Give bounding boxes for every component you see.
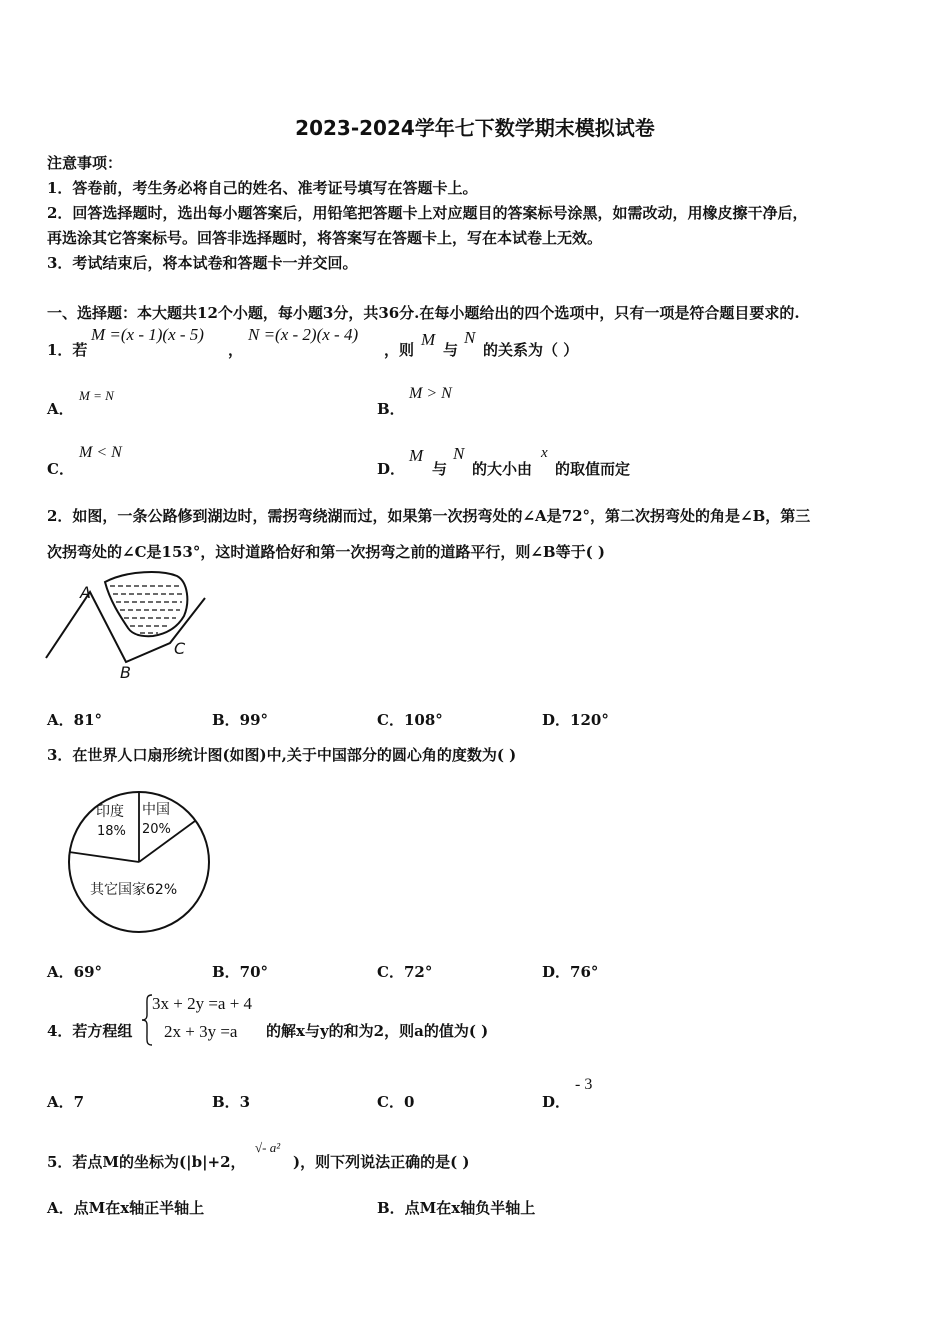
q1-m: M: [421, 330, 436, 349]
q1-n: N: [464, 328, 476, 347]
note-item-2: 2．回答选择题时，选出每小题答案后，用铅笔把答题卡上对应题目的答案标号涂黑，如需改动，用橡皮擦干净后，: [47, 204, 808, 222]
q3-option-a: A．69°: [47, 963, 103, 981]
china-label: 中国: [142, 802, 170, 818]
q3-pie-chart: [62, 790, 217, 940]
notes-heading: 注意事项：: [47, 154, 123, 172]
q1-option-d-x: x: [541, 445, 548, 461]
india-label: 印度: [96, 804, 124, 820]
q4-option-d-math: - 3: [575, 1076, 593, 1093]
q4-equation-2: 2x + 3y =a: [164, 1022, 238, 1041]
q1-option-c-math: M < N: [79, 444, 122, 461]
q1-prefix: 1．若: [47, 341, 88, 359]
q5-radical: √- a²: [255, 1140, 281, 1155]
q1-option-d-and: 与: [432, 460, 448, 478]
lake-hatching: [110, 586, 182, 633]
q1-option-c-label: C．: [47, 460, 74, 478]
q1-option-d-mid: 的大小由: [472, 460, 533, 478]
label-c: C: [174, 639, 186, 658]
q1-expr-n: N =(x - 2)(x - 4): [248, 325, 359, 344]
q3-option-b: B．70°: [212, 963, 269, 981]
q2-option-c: C．108°: [377, 711, 443, 729]
q1-suffix: 的关系为（ ）: [483, 341, 579, 359]
q5-option-b: B．点M在x轴负半轴上: [377, 1199, 536, 1217]
q1-option-a-math: M = N: [79, 388, 114, 403]
other-countries-label: 其它国家62%: [90, 882, 178, 898]
note-item-3: 3．考试结束后，将本试卷和答题卡一并交回。: [47, 254, 358, 272]
q2-stem-line1: 2．如图，一条公路修到湖边时，需拐弯绕湖而过，如果第一次拐弯处的∠A是72°，第二次拐弯处的角是∠B，第三: [47, 507, 811, 525]
label-a: A: [80, 583, 91, 602]
slice-divider-left: [69, 852, 139, 862]
label-b: B: [120, 663, 131, 682]
q1-option-d-end: 的取值而定: [555, 460, 631, 478]
q2-stem-line2: 次拐弯处的∠C是153°，这时道路恰好和第一次拐弯之前的道路平行，则∠B等于( ): [47, 543, 605, 561]
q1-option-b-label: B．: [377, 400, 405, 418]
q1-comma: ，: [228, 341, 244, 359]
q2-option-d: D．120°: [542, 711, 609, 729]
q2-road-lake-figure: [40, 566, 215, 684]
q5-prefix: 5．若点M的坐标为(|b|+2，: [47, 1153, 246, 1171]
q2-option-b: B．99°: [212, 711, 269, 729]
q1-option-d-m: M: [409, 446, 424, 465]
page-title: 2023-2024学年七下数学期末模拟试卷: [295, 116, 655, 140]
q2-option-a: A．81°: [47, 711, 103, 729]
india-percent: 18%: [97, 824, 126, 839]
q4-option-a: A．7: [47, 1093, 85, 1111]
q1-option-b-math: M > N: [409, 385, 452, 402]
q1-option-d-label: D．: [377, 460, 406, 478]
q3-stem: 3．在世界人口扇形统计图(如图)中,关于中国部分的圆心角的度数为( ): [47, 746, 517, 764]
note-item-2-cont: 再选涂其它答案标号。回答非选择题时，将答案写在答题卡上，写在本试卷上无效。: [47, 229, 603, 247]
q4-prefix: 4．若方程组: [47, 1022, 133, 1040]
q4-equation-1: 3x + 2y =a + 4: [152, 994, 253, 1013]
q1-and: 与: [443, 341, 459, 359]
q4-suffix: 的解x与y的和为2，则a的值为( ): [266, 1022, 489, 1040]
q1-then: ，则: [384, 341, 415, 359]
q5-option-a: A．点M在x轴正半轴上: [47, 1199, 205, 1217]
q3-option-d: D．76°: [542, 963, 599, 981]
q5-suffix: )，则下列说法正确的是( ): [293, 1153, 470, 1171]
china-percent: 20%: [142, 822, 171, 837]
section-heading: 一、选择题：本大题共12个小题，每小题3分，共36分.在每小题给出的四个选项中，只有一项是符合题目要求的.: [47, 304, 800, 322]
q4-option-c: C．0: [377, 1093, 415, 1111]
q4-option-d-label: D．: [542, 1093, 571, 1111]
q1-option-d-n: N: [453, 444, 465, 463]
note-item-1: 1．答卷前，考生务必将自己的姓名、准考证号填写在答题卡上。: [47, 179, 478, 197]
q1-expr-m: M =(x - 1)(x - 5): [91, 325, 204, 344]
q4-option-b: B．3: [212, 1093, 251, 1111]
q1-option-a-label: A．: [47, 400, 74, 418]
q3-option-c: C．72°: [377, 963, 433, 981]
